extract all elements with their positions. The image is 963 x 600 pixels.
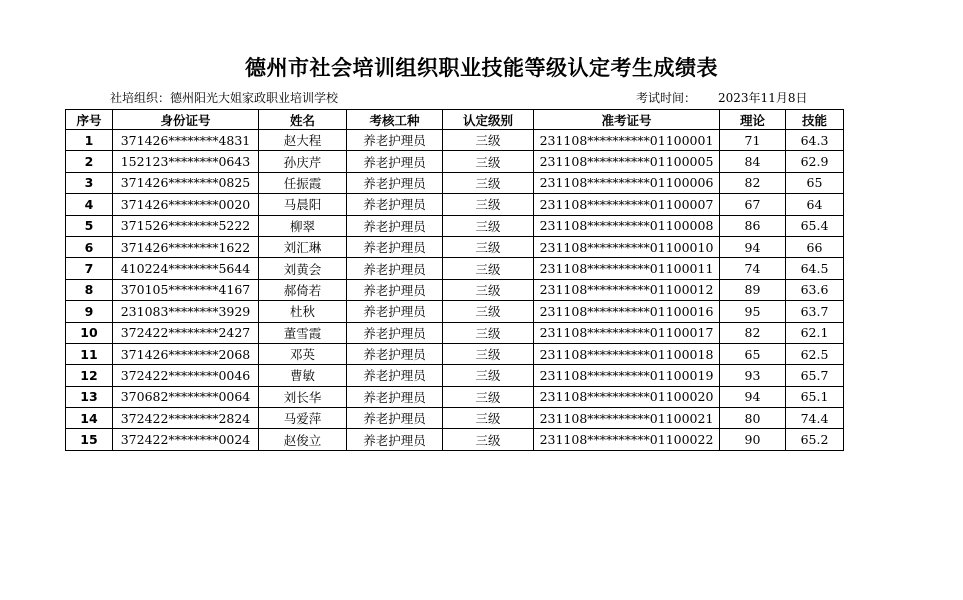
cell-no: 12 [66, 365, 113, 386]
cell-no: 14 [66, 408, 113, 429]
cell-theory-score: 86 [720, 215, 786, 236]
cell-level: 三级 [443, 194, 534, 215]
cell-id-number: 371426********4831 [113, 130, 259, 151]
cell-id-number: 371426********2068 [113, 343, 259, 364]
table-row [66, 172, 844, 193]
cell-theory-score: 67 [720, 194, 786, 215]
cell-exam-number: 231108**********01100021 [534, 408, 720, 429]
cell-theory-score: 94 [720, 386, 786, 407]
cell-name: 赵俊立 [259, 429, 347, 450]
cell-level: 三级 [443, 215, 534, 236]
cell-id-number: 372422********0024 [113, 429, 259, 450]
table-row [66, 408, 844, 429]
date-label: 考试时间： [636, 91, 697, 105]
exam-date-line [636, 89, 807, 106]
cell-skill-score: 63.6 [786, 279, 844, 300]
header-no: 序号 [66, 110, 113, 130]
cell-job: 养老护理员 [347, 151, 443, 172]
cell-job: 养老护理员 [347, 408, 443, 429]
score-table [65, 109, 844, 451]
cell-no: 2 [66, 151, 113, 172]
cell-theory-score: 93 [720, 365, 786, 386]
cell-skill-score: 65.1 [786, 386, 844, 407]
cell-exam-number: 231108**********01100012 [534, 279, 720, 300]
cell-skill-score: 65.2 [786, 429, 844, 450]
cell-level: 三级 [443, 258, 534, 279]
cell-name: 孙庆芹 [259, 151, 347, 172]
cell-skill-score: 63.7 [786, 301, 844, 322]
cell-id-number: 152123********0643 [113, 151, 259, 172]
cell-skill-score: 64 [786, 194, 844, 215]
cell-level: 三级 [443, 172, 534, 193]
cell-level: 三级 [443, 279, 534, 300]
table-row [66, 301, 844, 322]
header-name: 姓名 [259, 110, 347, 130]
cell-name: 马爱萍 [259, 408, 347, 429]
cell-level: 三级 [443, 343, 534, 364]
cell-id-number: 371426********0020 [113, 194, 259, 215]
cell-theory-score: 95 [720, 301, 786, 322]
cell-theory-score: 65 [720, 343, 786, 364]
cell-job: 养老护理员 [347, 236, 443, 257]
cell-job: 养老护理员 [347, 194, 443, 215]
cell-no: 11 [66, 343, 113, 364]
cell-theory-score: 94 [720, 236, 786, 257]
cell-no: 8 [66, 279, 113, 300]
cell-skill-score: 65.7 [786, 365, 844, 386]
table-row [66, 365, 844, 386]
cell-name: 柳翠 [259, 215, 347, 236]
table-row [66, 151, 844, 172]
cell-exam-number: 231108**********01100017 [534, 322, 720, 343]
cell-skill-score: 62.1 [786, 322, 844, 343]
org-label: 社培组织： [110, 91, 171, 105]
table-row [66, 130, 844, 151]
table-row [66, 194, 844, 215]
cell-theory-score: 82 [720, 172, 786, 193]
cell-job: 养老护理员 [347, 279, 443, 300]
cell-theory-score: 90 [720, 429, 786, 450]
cell-theory-score: 80 [720, 408, 786, 429]
cell-exam-number: 231108**********01100010 [534, 236, 720, 257]
cell-job: 养老护理员 [347, 343, 443, 364]
cell-theory-score: 82 [720, 322, 786, 343]
cell-name: 杜秋 [259, 301, 347, 322]
cell-id-number: 410224********5644 [113, 258, 259, 279]
cell-skill-score: 65.4 [786, 215, 844, 236]
cell-name: 董雪霞 [259, 322, 347, 343]
header-id: 身份证号 [113, 110, 259, 130]
cell-job: 养老护理员 [347, 172, 443, 193]
cell-no: 5 [66, 215, 113, 236]
cell-theory-score: 89 [720, 279, 786, 300]
cell-exam-number: 231108**********01100018 [534, 343, 720, 364]
cell-no: 3 [66, 172, 113, 193]
cell-exam-number: 231108**********01100016 [534, 301, 720, 322]
cell-theory-score: 74 [720, 258, 786, 279]
cell-name: 刘长华 [259, 386, 347, 407]
table-row [66, 215, 844, 236]
cell-job: 养老护理员 [347, 429, 443, 450]
cell-level: 三级 [443, 365, 534, 386]
cell-level: 三级 [443, 386, 534, 407]
cell-no: 15 [66, 429, 113, 450]
table-row [66, 343, 844, 364]
header-job: 考核工种 [347, 110, 443, 130]
cell-skill-score: 62.5 [786, 343, 844, 364]
cell-exam-number: 231108**********01100005 [534, 151, 720, 172]
cell-job: 养老护理员 [347, 365, 443, 386]
cell-id-number: 371426********1622 [113, 236, 259, 257]
page-title: 德州市社会培训组织职业技能等级认定考生成绩表 [245, 56, 718, 80]
cell-name: 马晨阳 [259, 194, 347, 215]
cell-exam-number: 231108**********01100007 [534, 194, 720, 215]
organization-line [110, 89, 338, 106]
cell-no: 1 [66, 130, 113, 151]
cell-no: 10 [66, 322, 113, 343]
cell-level: 三级 [443, 429, 534, 450]
cell-id-number: 231083********3929 [113, 301, 259, 322]
cell-exam-number: 231108**********01100008 [534, 215, 720, 236]
cell-id-number: 372422********2427 [113, 322, 259, 343]
cell-job: 养老护理员 [347, 258, 443, 279]
cell-no: 9 [66, 301, 113, 322]
cell-name: 邓英 [259, 343, 347, 364]
cell-id-number: 372422********0046 [113, 365, 259, 386]
table-body [66, 130, 844, 451]
cell-name: 曹敏 [259, 365, 347, 386]
header-level: 认定级别 [443, 110, 534, 130]
table-row [66, 322, 844, 343]
cell-job: 养老护理员 [347, 322, 443, 343]
cell-no: 7 [66, 258, 113, 279]
cell-skill-score: 64.5 [786, 258, 844, 279]
cell-id-number: 372422********2824 [113, 408, 259, 429]
table-row [66, 279, 844, 300]
cell-name: 赵大程 [259, 130, 347, 151]
cell-exam-number: 231108**********01100020 [534, 386, 720, 407]
date-value: 2023年11月8日 [718, 91, 808, 105]
cell-id-number: 371526********5222 [113, 215, 259, 236]
cell-id-number: 370682********0064 [113, 386, 259, 407]
table-row [66, 386, 844, 407]
cell-id-number: 370105********4167 [113, 279, 259, 300]
cell-job: 养老护理员 [347, 215, 443, 236]
cell-job: 养老护理员 [347, 386, 443, 407]
org-name: 德州阳光大姐家政职业培训学校 [170, 91, 339, 105]
table-row [66, 429, 844, 450]
cell-name: 刘黄会 [259, 258, 347, 279]
cell-skill-score: 64.3 [786, 130, 844, 151]
cell-no: 13 [66, 386, 113, 407]
cell-exam-number: 231108**********01100019 [534, 365, 720, 386]
table-row [66, 236, 844, 257]
cell-exam-number: 231108**********01100001 [534, 130, 720, 151]
cell-level: 三级 [443, 151, 534, 172]
cell-skill-score: 74.4 [786, 408, 844, 429]
cell-id-number: 371426********0825 [113, 172, 259, 193]
cell-exam-number: 231108**********01100011 [534, 258, 720, 279]
cell-level: 三级 [443, 408, 534, 429]
table-row [66, 258, 844, 279]
cell-no: 4 [66, 194, 113, 215]
cell-name: 任振霞 [259, 172, 347, 193]
cell-level: 三级 [443, 130, 534, 151]
cell-level: 三级 [443, 236, 534, 257]
cell-exam-number: 231108**********01100006 [534, 172, 720, 193]
cell-skill-score: 62.9 [786, 151, 844, 172]
cell-name: 刘汇琳 [259, 236, 347, 257]
cell-level: 三级 [443, 301, 534, 322]
cell-theory-score: 71 [720, 130, 786, 151]
table-header-row [66, 110, 844, 130]
cell-name: 郝倚若 [259, 279, 347, 300]
cell-level: 三级 [443, 322, 534, 343]
cell-skill-score: 65 [786, 172, 844, 193]
header-skill: 技能 [786, 110, 844, 130]
cell-job: 养老护理员 [347, 301, 443, 322]
cell-job: 养老护理员 [347, 130, 443, 151]
header-exam-no: 准考证号 [534, 110, 720, 130]
cell-skill-score: 66 [786, 236, 844, 257]
cell-theory-score: 84 [720, 151, 786, 172]
cell-exam-number: 231108**********01100022 [534, 429, 720, 450]
cell-no: 6 [66, 236, 113, 257]
header-theory: 理论 [720, 110, 786, 130]
